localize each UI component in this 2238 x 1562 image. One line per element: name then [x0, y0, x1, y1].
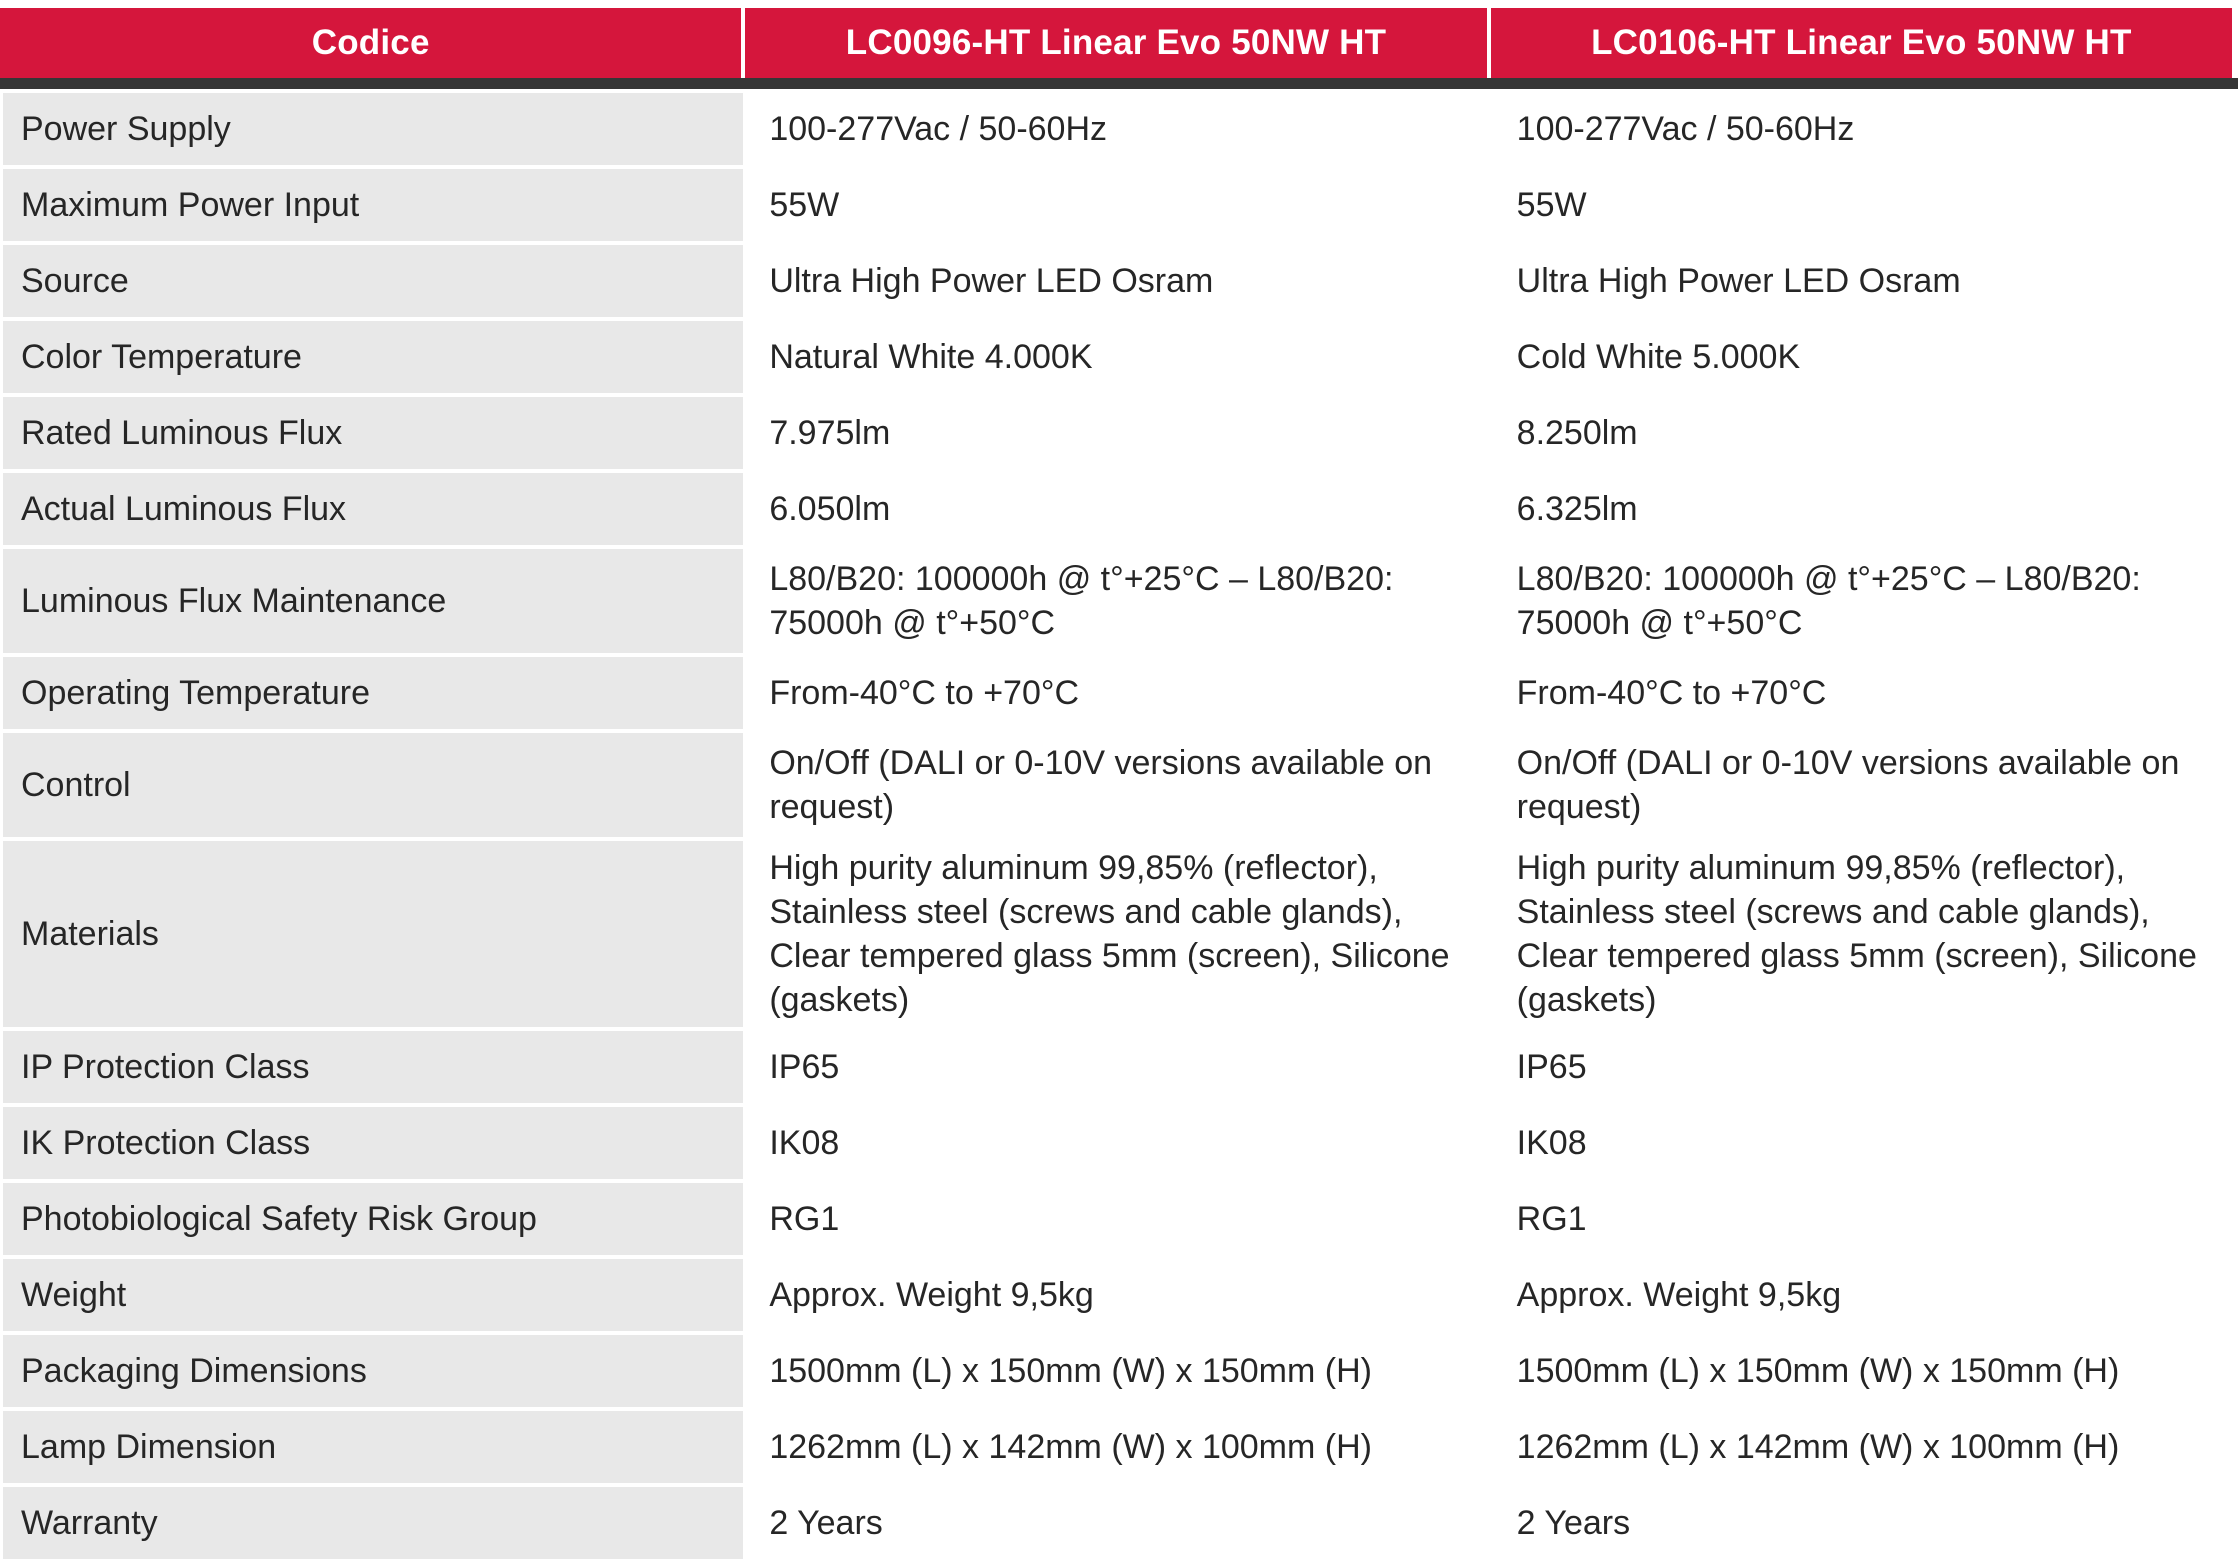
spec-value-lc0096: 2 Years	[747, 1487, 1490, 1559]
table-row	[0, 841, 2238, 1027]
table-row	[0, 321, 2238, 393]
spec-label: IK Protection Class	[0, 1107, 743, 1179]
spec-label: Rated Luminous Flux	[0, 397, 743, 469]
spec-value-lc0106: IP65	[1495, 1031, 2238, 1103]
table-row	[0, 1411, 2238, 1483]
spec-label: Lamp Dimension	[0, 1411, 743, 1483]
spec-value-lc0106: 1262mm (L) x 142mm (W) x 100mm (H)	[1495, 1411, 2238, 1483]
spec-value-lc0096: Ultra High Power LED Osram	[747, 245, 1490, 317]
table-row	[0, 1107, 2238, 1179]
spec-label: Luminous Flux Maintenance	[0, 549, 743, 653]
spec-label: Photobiological Safety Risk Group	[0, 1183, 743, 1255]
spec-value-lc0096: 55W	[747, 169, 1490, 241]
spec-value-lc0096: 1500mm (L) x 150mm (W) x 150mm (H)	[747, 1335, 1490, 1407]
table-row	[0, 473, 2238, 545]
spec-value-lc0106: 55W	[1495, 169, 2238, 241]
spec-value-lc0096: RG1	[747, 1183, 1490, 1255]
spec-label: Color Temperature	[0, 321, 743, 393]
spec-value-lc0106: From-40°C to +70°C	[1495, 657, 2238, 729]
spec-value-lc0096: High purity aluminum 99,85% (reflector), Stainless steel (screws and cable glands), Clear tempered glass 5mm (screen), Silicone (gaskets)	[747, 841, 1490, 1027]
spec-value-lc0106: 100-277Vac / 50-60Hz	[1495, 93, 2238, 165]
spec-value-lc0096: Natural White 4.000K	[747, 321, 1490, 393]
table-row	[0, 93, 2238, 165]
spec-value-lc0106: Cold White 5.000K	[1495, 321, 2238, 393]
table-row	[0, 1031, 2238, 1103]
spec-value-lc0096: From-40°C to +70°C	[747, 657, 1490, 729]
spec-label: Actual Luminous Flux	[0, 473, 743, 545]
table-row	[0, 1183, 2238, 1255]
spec-label: Source	[0, 245, 743, 317]
spec-value-lc0106: 6.325lm	[1495, 473, 2238, 545]
table-row	[0, 733, 2238, 837]
spec-label: Warranty	[0, 1487, 743, 1559]
table-row	[0, 549, 2238, 653]
table-row	[0, 245, 2238, 317]
column-header-product-lc0106: LC0106-HT Linear Evo 50NW HT	[1491, 8, 2232, 78]
spec-label: Materials	[0, 841, 743, 1027]
table-header-row	[0, 8, 2238, 78]
spec-value-lc0106: RG1	[1495, 1183, 2238, 1255]
spec-label: Power Supply	[0, 93, 743, 165]
spec-value-lc0096: On/Off (DALI or 0-10V versions available on request)	[747, 733, 1490, 837]
spec-label: Control	[0, 733, 743, 837]
spec-value-lc0106: 2 Years	[1495, 1487, 2238, 1559]
spec-value-lc0106: IK08	[1495, 1107, 2238, 1179]
header-divider-bar	[0, 78, 2238, 89]
table-row	[0, 1259, 2238, 1331]
spec-value-lc0096: 1262mm (L) x 142mm (W) x 100mm (H)	[747, 1411, 1490, 1483]
spec-value-lc0096: 100-277Vac / 50-60Hz	[747, 93, 1490, 165]
spec-label: IP Protection Class	[0, 1031, 743, 1103]
column-header-codice: Codice	[0, 8, 741, 78]
table-row	[0, 169, 2238, 241]
table-row	[0, 1487, 2238, 1559]
table-row	[0, 657, 2238, 729]
column-header-product-lc0096: LC0096-HT Linear Evo 50NW HT	[745, 8, 1486, 78]
table-row	[0, 397, 2238, 469]
spec-value-lc0106: 8.250lm	[1495, 397, 2238, 469]
spec-value-lc0096: 6.050lm	[747, 473, 1490, 545]
spec-label: Maximum Power Input	[0, 169, 743, 241]
spec-value-lc0096: IK08	[747, 1107, 1490, 1179]
spec-value-lc0106: Approx. Weight 9,5kg	[1495, 1259, 2238, 1331]
spec-value-lc0106: Ultra High Power LED Osram	[1495, 245, 2238, 317]
spec-label: Operating Temperature	[0, 657, 743, 729]
spec-label: Weight	[0, 1259, 743, 1331]
spec-value-lc0106: L80/B20: 100000h @ t°+25°C – L80/B20: 75000h @ t°+50°C	[1495, 549, 2238, 653]
table-body	[0, 89, 2238, 1559]
table-row	[0, 1335, 2238, 1407]
spec-value-lc0096: Approx. Weight 9,5kg	[747, 1259, 1490, 1331]
spec-value-lc0096: IP65	[747, 1031, 1490, 1103]
spec-value-lc0106: 1500mm (L) x 150mm (W) x 150mm (H)	[1495, 1335, 2238, 1407]
spec-label: Packaging Dimensions	[0, 1335, 743, 1407]
spec-value-lc0106: High purity aluminum 99,85% (reflector), Stainless steel (screws and cable glands), Clear tempered glass 5mm (screen), Silicone (gaskets)	[1495, 841, 2238, 1027]
spec-value-lc0096: L80/B20: 100000h @ t°+25°C – L80/B20: 75000h @ t°+50°C	[747, 549, 1490, 653]
spec-value-lc0096: 7.975lm	[747, 397, 1490, 469]
spec-value-lc0106: On/Off (DALI or 0-10V versions available on request)	[1495, 733, 2238, 837]
